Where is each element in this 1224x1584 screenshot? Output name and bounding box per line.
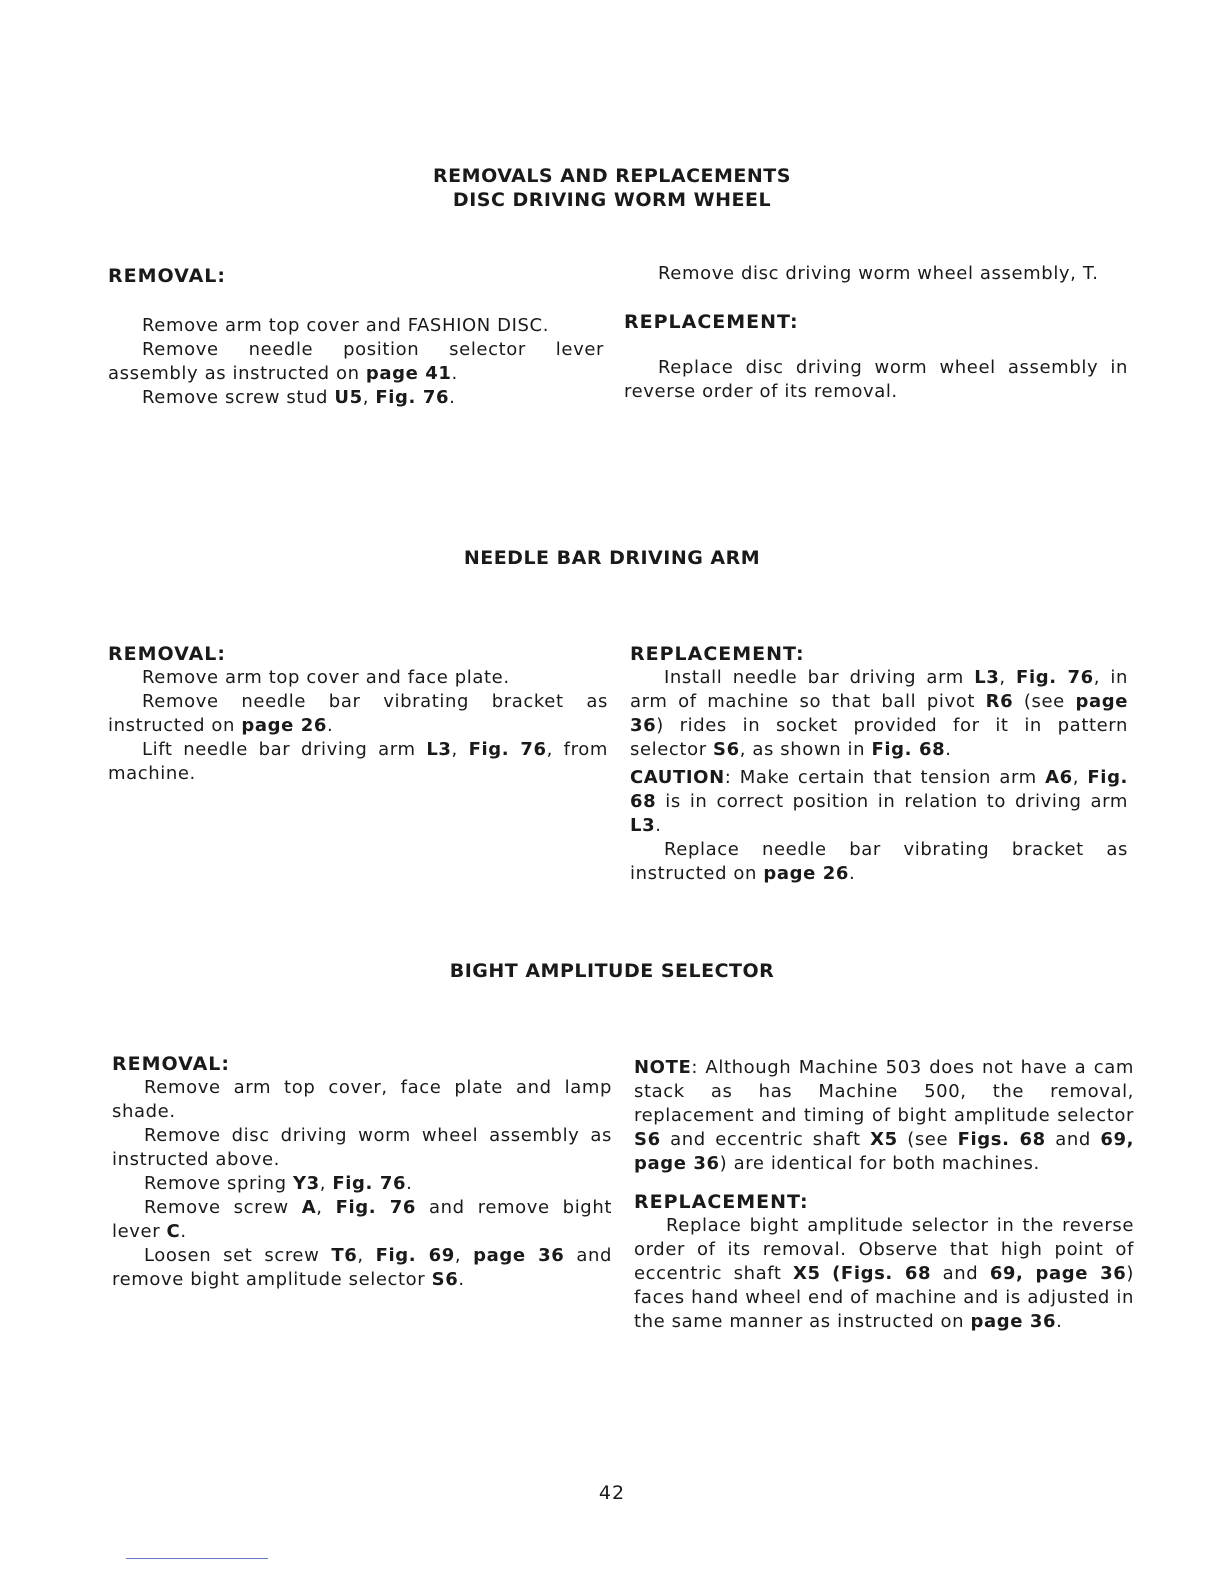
s3-removal-p3: Remove spring Y3, Fig. 76. <box>144 1173 413 1194</box>
section-title-removals <box>0 164 1224 212</box>
s3-replacement-heading: REPLACEMENT: <box>634 1191 809 1213</box>
title-line-1: REMOVALS AND REPLACEMENTS <box>433 165 791 187</box>
s3-note: NOTE: Although Machine 503 does not have a cam stack as has Machine 500, the removal, replacement and timing of bight amplitude selector S6 and eccentric shaft X5 (see Figs. 68 and 69, page 36) are identical for both machines. <box>634 1057 1135 1174</box>
s1-left-column <box>108 264 604 410</box>
s3-removal-p1: Remove arm top cover, face plate and lamp shade. <box>112 1077 612 1122</box>
s1-removal-p3: Remove screw stud U5, Fig. 76. <box>142 387 456 408</box>
s1-removal-p1: Remove arm top cover and FASHION DISC. <box>142 315 550 336</box>
section-title-bight-amplitude: BIGHT AMPLITUDE SELECTOR <box>449 960 775 982</box>
s2-removal-p3: Lift needle bar driving arm L3, Fig. 76, from machine. <box>108 739 608 784</box>
s1-replacement-p1: Replace disc driving worm wheel assembly in reverse order of its removal. <box>624 357 1128 402</box>
s1-right-p1: Remove disc driving worm wheel assembly, T. <box>658 263 1099 284</box>
s2-replacement-p2: Replace needle bar vibrating bracket as instructed on page 26. <box>630 839 1128 884</box>
s2-caution: CAUTION: Make certain that tension arm A6, Fig. 68 is in correct position in relation to driving arm L3. <box>630 767 1128 836</box>
s2-replacement-p1: Install needle bar driving arm L3, Fig. 76, in arm of machine so that ball pivot R6 (see page 36) rides in socket provided for it in pattern selector S6, as shown in Fig. 68. <box>630 667 1129 760</box>
s2-removal-heading: REMOVAL: <box>108 643 226 665</box>
page-number: 42 <box>598 1482 626 1504</box>
s3-left-column <box>112 1052 612 1292</box>
s3-replacement-p1: Replace bight amplitude selector in the reverse order of its removal. Observe that high point of eccentric shaft X5 (Figs. 68 and 69, page 36) faces hand wheel end of machine and is adjusted in the same manner as instructed on page 36. <box>634 1215 1134 1332</box>
title-line-2: DISC DRIVING WORM WHEEL <box>452 189 772 211</box>
s3-removal-p5: Loosen set screw T6, Fig. 69, page 36 and remove bight amplitude selector S6. <box>112 1245 612 1290</box>
s1-replacement-heading: REPLACEMENT: <box>624 311 799 333</box>
section-title-needle-bar: NEEDLE BAR DRIVING ARM <box>463 547 761 569</box>
note-label: NOTE <box>634 1057 692 1078</box>
s3-removal-p2: Remove disc driving worm wheel assembly as instructed above. <box>112 1125 612 1170</box>
s2-right-column <box>630 642 1128 886</box>
s2-replacement-heading: REPLACEMENT: <box>630 643 805 665</box>
s1-removal-heading: REMOVAL: <box>108 265 226 287</box>
footer-divider <box>126 1558 268 1559</box>
s2-removal-p1: Remove arm top cover and face plate. <box>142 667 510 688</box>
s3-right-column <box>634 1056 1134 1334</box>
s2-removal-p2: Remove needle bar vibrating bracket as instructed on page 26. <box>108 691 608 736</box>
s3-removal-heading: REMOVAL: <box>112 1053 230 1075</box>
s1-right-column <box>624 262 1128 404</box>
s2-left-column <box>108 642 608 786</box>
s1-removal-p2: Remove needle position selector lever assembly as instructed on page 41. <box>108 339 604 384</box>
s3-removal-p4: Remove screw A, Fig. 76 and remove bight lever C. <box>112 1197 612 1242</box>
caution-label: CAUTION <box>630 767 725 788</box>
